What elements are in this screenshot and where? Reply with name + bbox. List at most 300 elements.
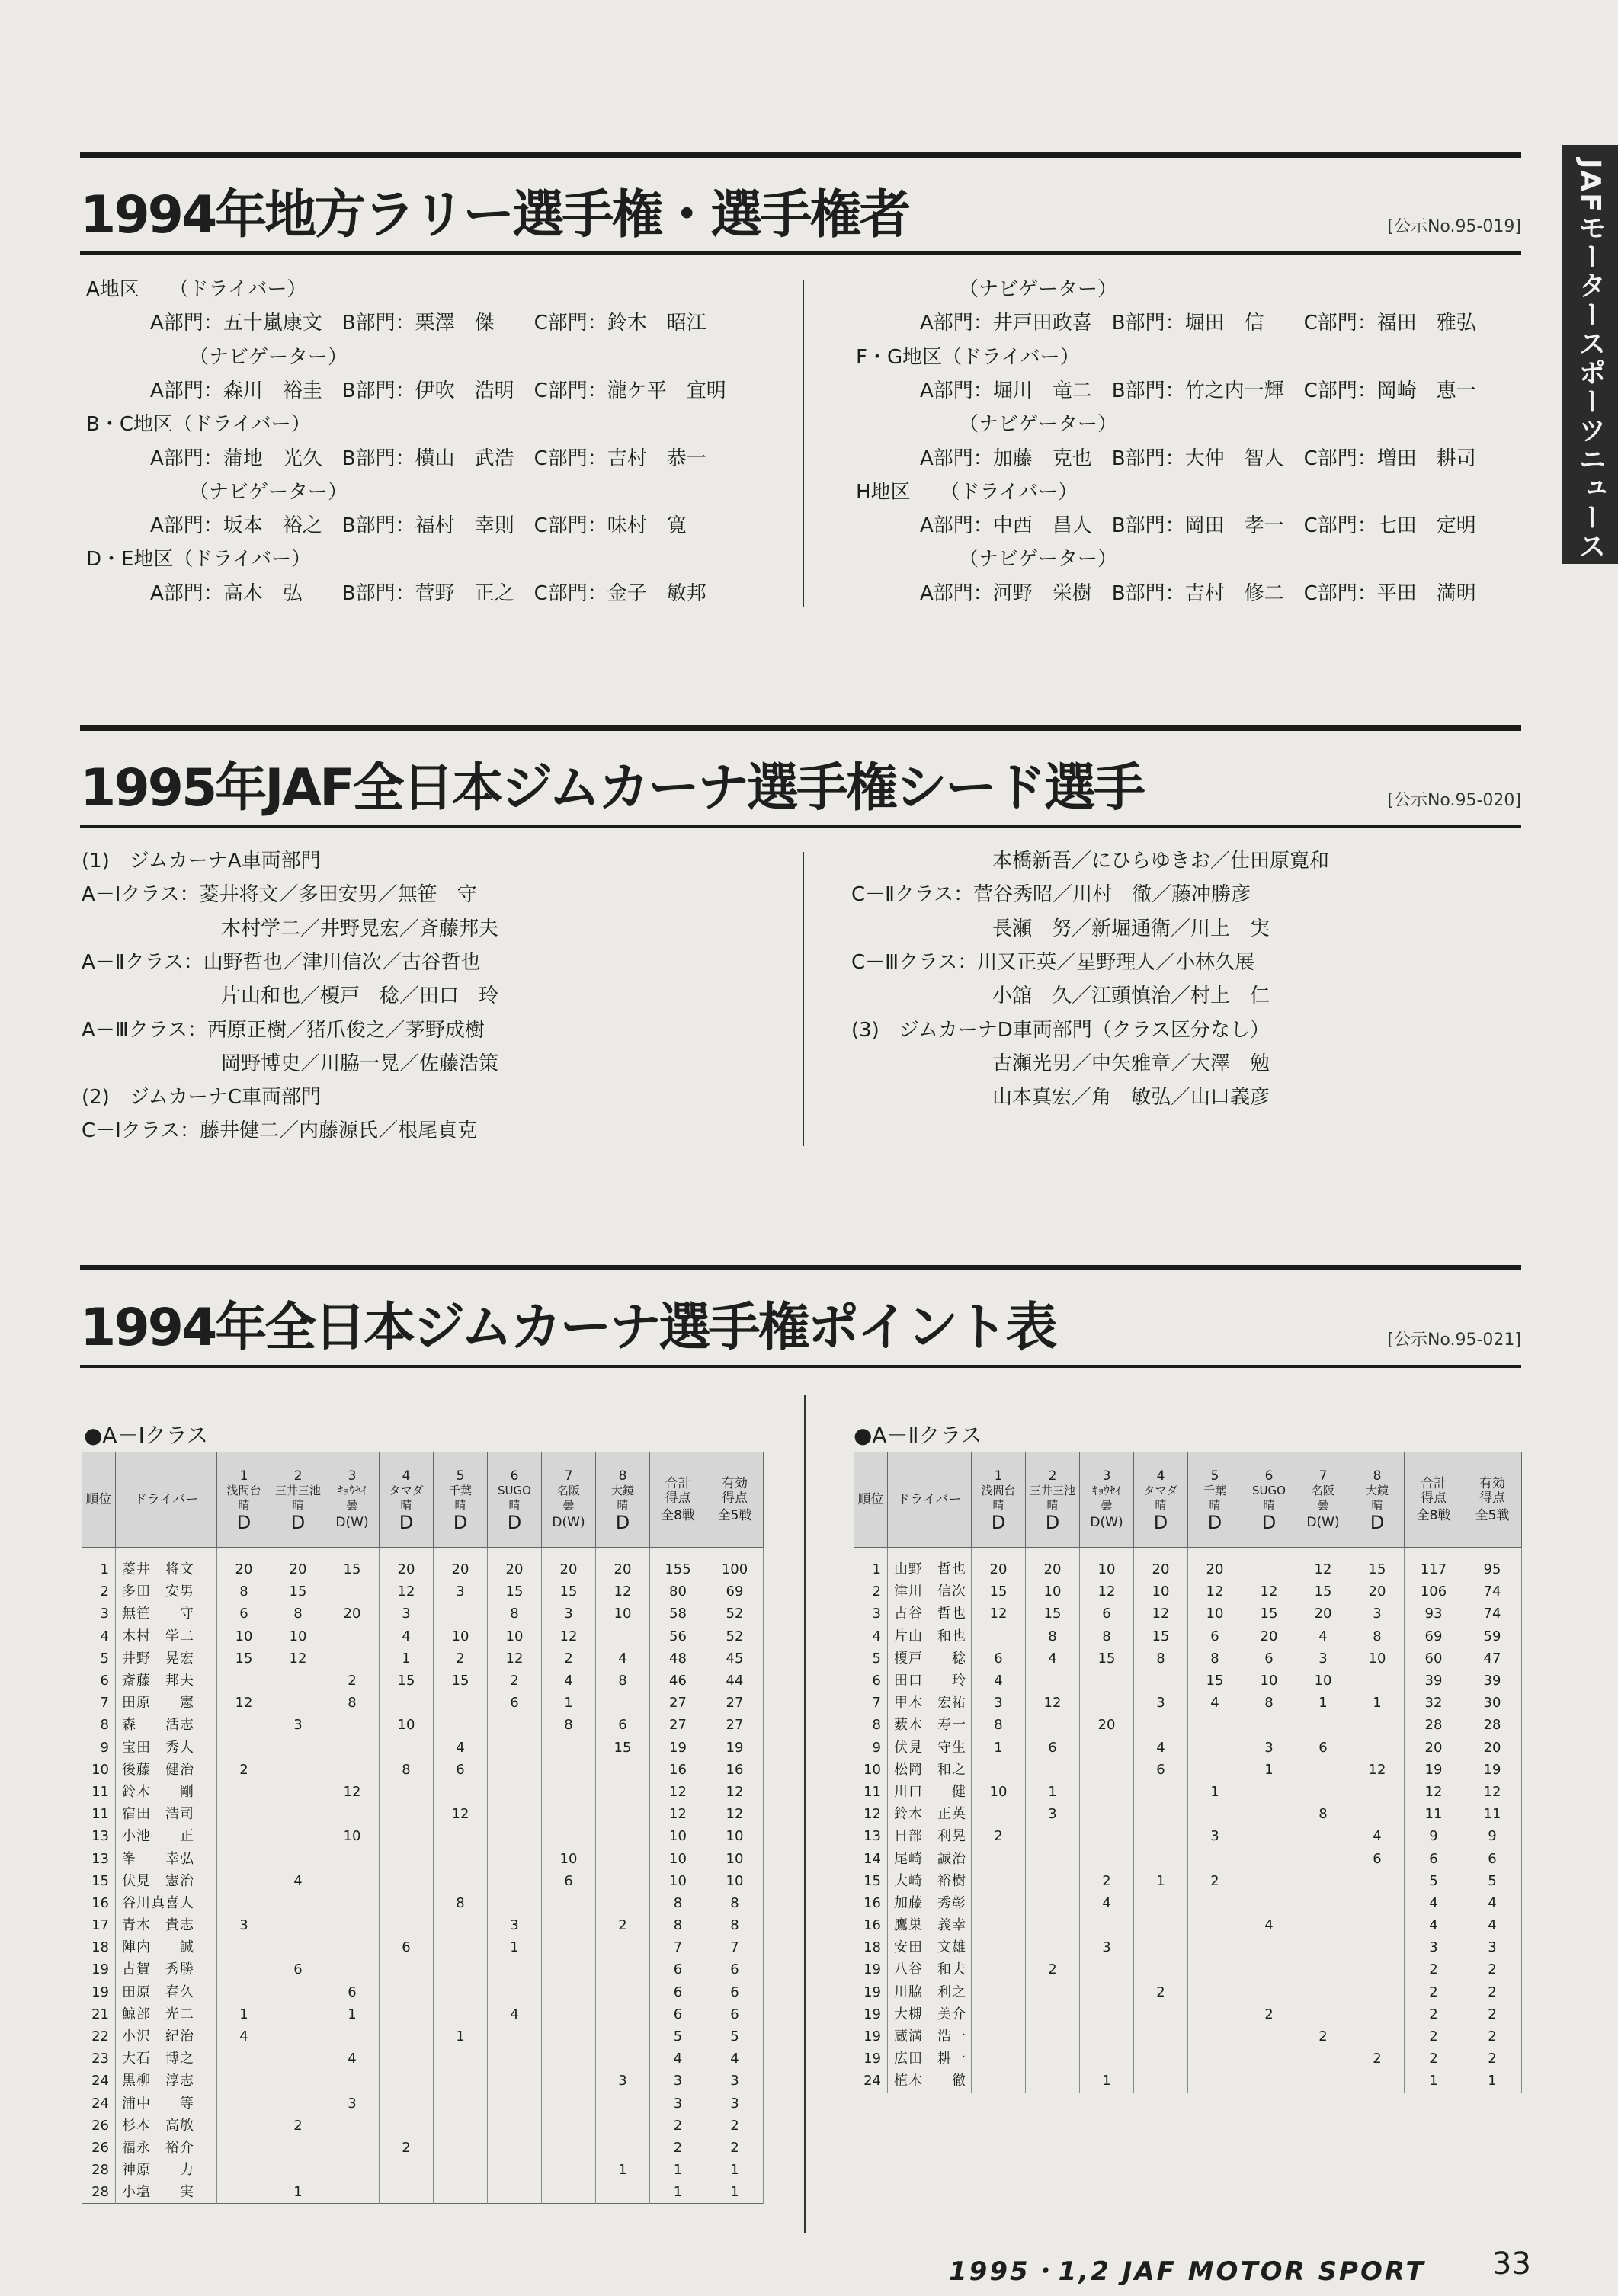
points-cell: 3 bbox=[217, 1914, 271, 1936]
points-cell bbox=[271, 1936, 325, 1958]
driver-cell: 蔵満 浩一 bbox=[888, 2025, 972, 2048]
rank-cell: 12 bbox=[854, 1803, 888, 1825]
points-cell: 8 bbox=[650, 1914, 706, 1936]
points-cell bbox=[325, 1892, 380, 1914]
table-row bbox=[82, 1714, 764, 1736]
points-cell bbox=[1080, 2003, 1134, 2025]
driver-cell: 小池 正 bbox=[116, 1825, 217, 1847]
points-cell bbox=[271, 1781, 325, 1803]
points-cell bbox=[1026, 1892, 1080, 1914]
points-cell bbox=[596, 1847, 650, 1869]
points-cell: 20 bbox=[1350, 1580, 1405, 1603]
column-header-venue: タマダ 晴 bbox=[1143, 1484, 1178, 1512]
class-a1-points-table bbox=[82, 1452, 764, 2204]
points-cell: 12 bbox=[1026, 1692, 1080, 1714]
points-cell bbox=[1026, 1714, 1080, 1736]
rank-cell: 28 bbox=[82, 2181, 116, 2204]
points-cell: 12 bbox=[217, 1692, 271, 1714]
points-cell: 2 bbox=[1296, 2025, 1350, 2048]
points-cell bbox=[488, 1781, 542, 1803]
table-row bbox=[82, 2048, 764, 2070]
points-cell: 56 bbox=[650, 1625, 706, 1648]
column-header-condition: D bbox=[1261, 1512, 1277, 1533]
points-cell bbox=[1350, 1714, 1405, 1736]
points-cell bbox=[1188, 1936, 1242, 1958]
rank-cell: 2 bbox=[82, 1580, 116, 1603]
points-cell: 6 bbox=[650, 2003, 706, 2025]
column-header-label: 6 bbox=[1264, 1468, 1274, 1484]
column-header-label: 合計 得点 bbox=[1421, 1475, 1447, 1506]
points-cell bbox=[1296, 2048, 1350, 2070]
points-cell: 10 bbox=[325, 1825, 380, 1847]
rank-cell: 21 bbox=[82, 2003, 116, 2025]
points-cell bbox=[972, 1625, 1026, 1648]
points-cell: 2 bbox=[380, 2137, 434, 2159]
points-cell bbox=[325, 2181, 380, 2204]
points-cell: 20 bbox=[271, 1548, 325, 1581]
points-cell: 20 bbox=[325, 1603, 380, 1625]
points-cell bbox=[542, 2181, 596, 2204]
points-cell bbox=[1296, 1892, 1350, 1914]
points-cell bbox=[1188, 1892, 1242, 1914]
points-cell: 12 bbox=[1463, 1781, 1522, 1803]
table-row bbox=[854, 1981, 1522, 2003]
rank-cell: 10 bbox=[82, 1759, 116, 1781]
points-cell bbox=[488, 1981, 542, 2003]
points-cell: 8 bbox=[1242, 1692, 1296, 1714]
points-cell: 27 bbox=[650, 1692, 706, 1714]
points-cell bbox=[1296, 1759, 1350, 1781]
table-row bbox=[82, 2025, 764, 2048]
points-cell: 10 bbox=[488, 1625, 542, 1648]
column-header-label: ドライバー bbox=[133, 1491, 199, 1507]
points-cell: 9 bbox=[1463, 1825, 1522, 1847]
text-line: 小舘 久／江頭慎治／村上 仁 bbox=[992, 985, 1270, 1008]
table-row bbox=[82, 1759, 764, 1781]
table-row bbox=[854, 1847, 1522, 1869]
points-cell bbox=[1350, 1803, 1405, 1825]
rank-cell: 4 bbox=[82, 1625, 116, 1648]
points-cell: 8 bbox=[380, 1759, 434, 1781]
section3-top-rule bbox=[80, 1265, 1521, 1270]
table-row bbox=[854, 1692, 1522, 1714]
points-cell bbox=[972, 1847, 1026, 1869]
driver-cell: 川口 健 bbox=[888, 1781, 972, 1803]
driver-cell: 甲木 宏祐 bbox=[888, 1692, 972, 1714]
points-cell: 47 bbox=[1463, 1648, 1522, 1670]
points-cell bbox=[1134, 1714, 1188, 1736]
points-cell bbox=[1350, 2003, 1405, 2025]
points-cell bbox=[434, 2159, 488, 2181]
points-cell: 39 bbox=[1463, 1670, 1522, 1692]
text-line: （ナビゲーター） bbox=[959, 413, 1118, 437]
points-cell bbox=[542, 2159, 596, 2181]
driver-cell: 後藤 健治 bbox=[116, 1759, 217, 1781]
table-row bbox=[854, 1580, 1522, 1603]
points-cell: 10 bbox=[1296, 1670, 1350, 1692]
table-row bbox=[82, 1892, 764, 1914]
points-cell bbox=[596, 1892, 650, 1914]
points-cell: 3 bbox=[434, 1580, 488, 1603]
rank-cell: 9 bbox=[854, 1737, 888, 1759]
points-cell bbox=[542, 1825, 596, 1847]
points-cell bbox=[972, 2070, 1026, 2093]
table-row bbox=[82, 1847, 764, 1869]
rank-cell: 10 bbox=[854, 1759, 888, 1781]
column-header-condition: D(W) bbox=[1090, 1515, 1123, 1530]
column-header bbox=[488, 1452, 542, 1548]
rank-cell: 24 bbox=[854, 2070, 888, 2093]
column-header-venue: ｷｮｳｾｲ 曇 bbox=[1092, 1484, 1121, 1512]
table-row bbox=[854, 1803, 1522, 1825]
points-cell: 20 bbox=[488, 1548, 542, 1581]
points-cell bbox=[217, 2115, 271, 2137]
points-cell: 4 bbox=[1080, 1892, 1134, 1914]
points-cell: 15 bbox=[488, 1580, 542, 1603]
points-cell: 3 bbox=[706, 2070, 764, 2092]
driver-cell: 森 活志 bbox=[116, 1714, 217, 1736]
points-cell: 39 bbox=[1405, 1670, 1463, 1692]
section-side-tab: JAFモータースポーツニュース bbox=[1562, 145, 1618, 564]
points-cell bbox=[1242, 1870, 1296, 1892]
driver-cell: 田口 玲 bbox=[888, 1670, 972, 1692]
points-cell bbox=[1242, 1847, 1296, 1869]
points-cell: 69 bbox=[1405, 1625, 1463, 1648]
points-cell: 5 bbox=[650, 2025, 706, 2048]
points-cell bbox=[542, 1781, 596, 1803]
points-cell bbox=[380, 1981, 434, 2003]
text-line: 山本真宏／角 敏弘／山口義彦 bbox=[992, 1086, 1270, 1110]
column-header-condition: D bbox=[453, 1512, 468, 1533]
points-cell bbox=[1080, 1914, 1134, 1936]
points-cell: 1 bbox=[217, 2003, 271, 2025]
points-cell bbox=[217, 2048, 271, 2070]
points-cell bbox=[1296, 1958, 1350, 1981]
points-cell: 10 bbox=[271, 1625, 325, 1648]
points-cell bbox=[1188, 2048, 1242, 2070]
column-header-condition: D(W) bbox=[1306, 1515, 1340, 1530]
points-cell bbox=[380, 1737, 434, 1759]
table-row bbox=[854, 1625, 1522, 1648]
points-cell bbox=[596, 2025, 650, 2048]
column-header bbox=[1350, 1452, 1405, 1548]
points-cell: 4 bbox=[1296, 1625, 1350, 1648]
points-cell bbox=[271, 1737, 325, 1759]
points-cell bbox=[271, 1670, 325, 1692]
class-a2-title: ●A－Ⅱクラス bbox=[854, 1423, 982, 1448]
points-cell: 4 bbox=[434, 1737, 488, 1759]
points-cell: 8 bbox=[650, 1892, 706, 1914]
points-cell: 1 bbox=[1350, 1692, 1405, 1714]
points-cell bbox=[596, 1803, 650, 1825]
points-cell: 6 bbox=[271, 1958, 325, 1981]
points-cell: 15 bbox=[1188, 1670, 1242, 1692]
points-cell: 28 bbox=[1405, 1714, 1463, 1736]
table-row bbox=[854, 1670, 1522, 1692]
points-cell: 8 bbox=[217, 1580, 271, 1603]
points-cell bbox=[1026, 1825, 1080, 1847]
points-cell: 8 bbox=[706, 1914, 764, 1936]
rank-cell: 15 bbox=[854, 1870, 888, 1892]
points-cell bbox=[325, 1625, 380, 1648]
column-header-venue: 大鏡 晴 bbox=[1365, 1484, 1389, 1512]
points-cell: 1 bbox=[1188, 1781, 1242, 1803]
text-line: （ナビゲーター） bbox=[959, 278, 1118, 301]
points-cell: 74 bbox=[1463, 1580, 1522, 1603]
points-cell: 12 bbox=[542, 1625, 596, 1648]
points-cell bbox=[1134, 1958, 1188, 1981]
rank-cell: 13 bbox=[854, 1825, 888, 1847]
table-row bbox=[854, 1714, 1522, 1736]
points-cell: 8 bbox=[1188, 1648, 1242, 1670]
points-cell bbox=[1026, 1670, 1080, 1692]
section3-title: 1994年全日本ジムカーナ選手権ポイント表 bbox=[80, 1298, 1056, 1358]
section2-bottom-rule bbox=[80, 825, 1521, 828]
points-cell: 20 bbox=[380, 1548, 434, 1581]
points-cell bbox=[380, 1914, 434, 1936]
points-cell: 10 bbox=[596, 1603, 650, 1625]
points-cell: 6 bbox=[1026, 1737, 1080, 1759]
points-cell bbox=[1134, 1847, 1188, 1869]
points-cell bbox=[434, 1870, 488, 1892]
points-cell bbox=[542, 1759, 596, 1781]
text-line: H地区 （ドライバー） bbox=[856, 480, 1078, 504]
table-row bbox=[854, 1892, 1522, 1914]
points-cell: 15 bbox=[1296, 1580, 1350, 1603]
points-cell bbox=[271, 2025, 325, 2048]
points-cell: 74 bbox=[1463, 1603, 1522, 1625]
points-cell bbox=[488, 1825, 542, 1847]
driver-cell: 尾崎 誠治 bbox=[888, 1847, 972, 1869]
points-cell bbox=[488, 2093, 542, 2115]
section1-top-rule bbox=[80, 152, 1521, 158]
points-cell bbox=[596, 2048, 650, 2070]
points-cell bbox=[1026, 1870, 1080, 1892]
points-cell: 7 bbox=[650, 1936, 706, 1958]
points-cell: 6 bbox=[542, 1870, 596, 1892]
column-header bbox=[217, 1452, 271, 1548]
points-cell bbox=[1134, 2070, 1188, 2093]
points-cell: 1 bbox=[434, 2025, 488, 2048]
column-header bbox=[1188, 1452, 1242, 1548]
driver-cell: 古賀 秀勝 bbox=[116, 1958, 217, 1981]
points-cell: 10 bbox=[1242, 1670, 1296, 1692]
points-cell bbox=[488, 2115, 542, 2137]
points-cell bbox=[1296, 1981, 1350, 2003]
points-cell bbox=[542, 1981, 596, 2003]
points-cell: 6 bbox=[1463, 1847, 1522, 1869]
points-cell bbox=[217, 1825, 271, 1847]
points-cell: 11 bbox=[1405, 1803, 1463, 1825]
column-header-label: 3 bbox=[348, 1468, 357, 1484]
driver-cell: 大崎 裕樹 bbox=[888, 1870, 972, 1892]
points-cell bbox=[1350, 2025, 1405, 2048]
column-header bbox=[1026, 1452, 1080, 1548]
points-cell bbox=[1296, 1870, 1350, 1892]
points-cell: 32 bbox=[1405, 1692, 1463, 1714]
rank-cell: 5 bbox=[82, 1648, 116, 1670]
points-cell: 1 bbox=[1405, 2070, 1463, 2093]
points-cell bbox=[542, 1914, 596, 1936]
driver-cell: 峯 幸弘 bbox=[116, 1847, 217, 1869]
points-cell bbox=[488, 2181, 542, 2204]
points-cell bbox=[1080, 1803, 1134, 1825]
points-cell: 6 bbox=[706, 2003, 764, 2025]
points-cell bbox=[1026, 2003, 1080, 2025]
points-cell bbox=[488, 2048, 542, 2070]
points-cell: 6 bbox=[1350, 1847, 1405, 1869]
text-line: (3) ジムカーナD車両部門（クラス区分なし） bbox=[851, 1018, 1270, 1042]
points-cell bbox=[271, 2137, 325, 2159]
text-line: C－Ⅲクラス：川又正英／星野理人／小林久展 bbox=[851, 950, 1255, 974]
points-cell bbox=[1026, 1914, 1080, 1936]
points-cell bbox=[380, 2070, 434, 2092]
rank-cell: 16 bbox=[854, 1892, 888, 1914]
points-cell: 8 bbox=[706, 1892, 764, 1914]
rank-cell: 8 bbox=[854, 1714, 888, 1736]
text-line: C－Ⅰクラス：藤井健二／内藤源氏／根尾貞克 bbox=[82, 1119, 478, 1143]
driver-cell: 木村 学二 bbox=[116, 1625, 217, 1648]
points-cell: 2 bbox=[271, 2115, 325, 2137]
points-cell: 6 bbox=[1134, 1759, 1188, 1781]
driver-cell: 福永 裕介 bbox=[116, 2137, 217, 2159]
column-header-condition: D bbox=[991, 1512, 1006, 1533]
points-cell: 19 bbox=[1405, 1759, 1463, 1781]
text-line: A部門：高木 弘 B部門：菅野 正之 C部門：金子 敏邦 bbox=[150, 581, 706, 605]
points-cell: 20 bbox=[1296, 1603, 1350, 1625]
rank-cell: 1 bbox=[82, 1548, 116, 1581]
points-cell: 12 bbox=[1296, 1548, 1350, 1581]
points-cell bbox=[271, 1803, 325, 1825]
table-row bbox=[82, 2093, 764, 2115]
points-cell bbox=[1350, 1914, 1405, 1936]
points-cell bbox=[217, 1781, 271, 1803]
points-cell bbox=[434, 1714, 488, 1736]
points-cell bbox=[380, 1803, 434, 1825]
points-cell bbox=[488, 2137, 542, 2159]
column-header-label: 5 bbox=[456, 1468, 465, 1484]
table-row bbox=[82, 1648, 764, 1670]
points-cell: 4 bbox=[650, 2048, 706, 2070]
driver-cell: 井野 晃宏 bbox=[116, 1648, 217, 1670]
points-cell bbox=[596, 2115, 650, 2137]
points-cell: 3 bbox=[271, 1714, 325, 1736]
points-cell: 3 bbox=[488, 1914, 542, 1936]
points-cell: 15 bbox=[1134, 1625, 1188, 1648]
points-cell: 48 bbox=[650, 1648, 706, 1670]
points-cell: 4 bbox=[1134, 1737, 1188, 1759]
rank-cell: 2 bbox=[854, 1580, 888, 1603]
points-cell bbox=[271, 2159, 325, 2181]
points-cell: 1 bbox=[972, 1737, 1026, 1759]
points-cell bbox=[972, 1803, 1026, 1825]
column-header-venue: タマダ 晴 bbox=[389, 1484, 424, 1512]
column-header bbox=[542, 1452, 596, 1548]
driver-cell: 伏見 守生 bbox=[888, 1737, 972, 1759]
points-cell bbox=[271, 1692, 325, 1714]
points-cell: 5 bbox=[1463, 1870, 1522, 1892]
points-cell: 10 bbox=[706, 1870, 764, 1892]
points-cell bbox=[1026, 1981, 1080, 2003]
driver-cell: 安田 文雄 bbox=[888, 1936, 972, 1958]
points-cell: 59 bbox=[1463, 1625, 1522, 1648]
rank-cell: 15 bbox=[82, 1870, 116, 1892]
column-header-venue: 千葉 晴 bbox=[1203, 1484, 1226, 1512]
text-line: 岡野博史／川脇一晃／佐藤浩策 bbox=[221, 1052, 499, 1075]
column-header-venue: 浅間台 晴 bbox=[981, 1484, 1016, 1512]
rank-cell: 19 bbox=[854, 2025, 888, 2048]
points-cell bbox=[271, 1759, 325, 1781]
points-cell: 15 bbox=[1026, 1603, 1080, 1625]
points-cell bbox=[217, 1714, 271, 1736]
points-cell bbox=[1026, 1847, 1080, 1869]
text-line: A部門：蒲地 光久 B部門：横山 武浩 C部門：吉村 恭一 bbox=[150, 447, 706, 470]
driver-cell: 無笹 守 bbox=[116, 1603, 217, 1625]
points-cell bbox=[271, 1847, 325, 1869]
column-header-condition: D bbox=[1045, 1512, 1060, 1533]
driver-cell: 日部 利晃 bbox=[888, 1825, 972, 1847]
points-cell bbox=[380, 2093, 434, 2115]
points-cell: 15 bbox=[325, 1548, 380, 1581]
table-row bbox=[82, 1870, 764, 1892]
column-header-label: 5 bbox=[1210, 1468, 1219, 1484]
rank-cell: 19 bbox=[854, 2048, 888, 2070]
points-cell: 1 bbox=[650, 2159, 706, 2181]
column-header-label: 8 bbox=[618, 1468, 627, 1484]
points-cell bbox=[325, 2070, 380, 2092]
column-header-condition: 全8戦 bbox=[1416, 1507, 1451, 1523]
points-cell bbox=[271, 1981, 325, 2003]
rank-cell: 13 bbox=[82, 1825, 116, 1847]
points-cell: 12 bbox=[1405, 1781, 1463, 1803]
table-row bbox=[854, 1737, 1522, 1759]
points-cell: 10 bbox=[1134, 1580, 1188, 1603]
points-cell: 8 bbox=[488, 1603, 542, 1625]
points-cell: 4 bbox=[271, 1870, 325, 1892]
table-row bbox=[82, 2070, 764, 2092]
points-cell bbox=[325, 1759, 380, 1781]
points-cell: 106 bbox=[1405, 1580, 1463, 1603]
section1-notice: [公示No.95-019] bbox=[1387, 217, 1521, 236]
points-cell bbox=[325, 1737, 380, 1759]
points-cell bbox=[434, 1914, 488, 1936]
rank-cell: 13 bbox=[82, 1847, 116, 1869]
points-cell bbox=[596, 1692, 650, 1714]
points-cell bbox=[1134, 1825, 1188, 1847]
points-cell: 30 bbox=[1463, 1692, 1522, 1714]
points-cell: 3 bbox=[1350, 1603, 1405, 1625]
driver-cell: 陣内 誠 bbox=[116, 1936, 217, 1958]
points-cell bbox=[1242, 1936, 1296, 1958]
points-cell: 20 bbox=[972, 1548, 1026, 1581]
points-cell: 10 bbox=[217, 1625, 271, 1648]
points-cell bbox=[434, 2003, 488, 2025]
column-header bbox=[650, 1452, 706, 1548]
points-cell bbox=[596, 2137, 650, 2159]
points-cell: 8 bbox=[271, 1603, 325, 1625]
points-cell bbox=[325, 1714, 380, 1736]
column-header-venue: 名阪 曇 bbox=[556, 1484, 580, 1512]
points-cell: 69 bbox=[706, 1580, 764, 1603]
column-header-label: 2 bbox=[293, 1468, 303, 1484]
column-header-condition: D bbox=[236, 1512, 252, 1533]
points-cell bbox=[488, 2025, 542, 2048]
points-cell bbox=[1134, 1936, 1188, 1958]
driver-cell: 津川 信次 bbox=[888, 1580, 972, 1603]
column-header bbox=[1242, 1452, 1296, 1548]
points-cell: 5 bbox=[706, 2025, 764, 2048]
points-cell: 60 bbox=[1405, 1648, 1463, 1670]
